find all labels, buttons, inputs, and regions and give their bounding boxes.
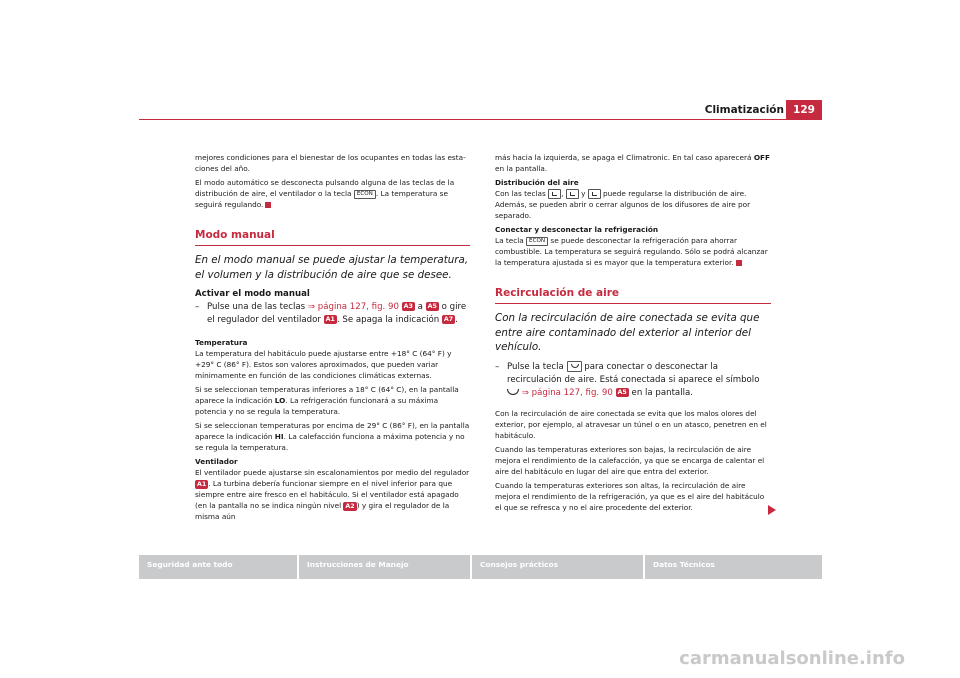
paragraph: La temperatura del habitáculo puede ajustarse entre +18° C (64° F) y +29° C (86° F). Estos son valores aproximados, que pueden variar mínimamente en función de las condiciones climáticas externas. [195, 349, 452, 380]
air-footwell-key-icon [588, 189, 601, 199]
section-lead: En el modo manual se puede ajustar la temperatura, el volumen y la distribución de aire que se desee. [195, 254, 469, 281]
air-upper-body-key-icon [566, 189, 579, 199]
paragraph: Cuando la temperaturas exteriores son altas, la recirculación de aire mejora el rendimiento de la refrigeración, ya que es el aire del habitáculo el que se refresca y no el aire procedente del exterior. [495, 480, 765, 512]
control-number-badge: A1 [325, 316, 335, 323]
subheading-refrigeracion: Conectar y desconectar la refrigeración [495, 225, 659, 234]
text: Pulse una de las teclas [207, 302, 308, 312]
text: puede regularse la distribución de aire. Además, se pueden abrir o cerrar algunos de los difusores de aire por separado. [495, 189, 751, 220]
control-number-badge: A5 [617, 388, 627, 396]
section-title-recirculacion: Recirculación de aire [495, 288, 771, 304]
text: y [578, 189, 588, 198]
recirculation-key-icon [567, 361, 582, 372]
paragraph: Con la recirculación de aire conectada se evita que los malos olores del exterior, por ejemplo, al atravesar un túnel o en un atasco, penetren en el habitáculo. [495, 408, 767, 440]
text: . La turbina debería funcionar siempre en el nivel inferior para que siempre entre aire fresco en el habitáculo. Si el ventilador está apagado (en la pantalla no se indica ningún nivel [195, 479, 459, 510]
footer-tab-instrucciones[interactable]: Instrucciones de Manejo [299, 555, 470, 579]
text: . La calefacción funciona a máxima potencia y no se regula la temperatura. [195, 432, 465, 452]
text: . Se apaga la indicación [336, 315, 442, 325]
text: en la pantalla. [495, 164, 548, 173]
paragraph [195, 177, 470, 210]
control-number-badge: A3 [403, 303, 413, 310]
display-indicator: HI [274, 432, 284, 441]
step-item [195, 301, 470, 327]
text: Si se seleccionan temperaturas por encima de 29° C (86° F), en la pantalla aparece la indicación [195, 421, 470, 441]
right-column [495, 152, 771, 516]
dash-bullet: – [495, 361, 500, 372]
text: ) y gira el regulador de la misma aún [195, 501, 450, 521]
watermark: carmanualsonline.info [679, 648, 905, 669]
next-page-arrow-icon[interactable] [768, 505, 776, 515]
text: más hacia la izquierda, se apaga el Climatronic. En tal caso aparecerá [495, 153, 754, 162]
footer-nav [139, 555, 822, 579]
text: . [455, 315, 458, 325]
control-number-badge: A7 [443, 316, 454, 323]
control-number-badge: A2 [345, 502, 355, 510]
econ-key-icon: ECON [354, 190, 376, 199]
page-reference-link[interactable]: ⇒ página 127, fig. 90 [307, 302, 399, 312]
econ-key-icon: ECON [526, 237, 548, 246]
step-item [495, 361, 771, 400]
text: . La refrigeración funcionará a su máxima potencia y no se regula la temperatura. [195, 396, 439, 416]
text: La tecla [495, 236, 527, 245]
footer-tab-consejos[interactable]: Consejos prácticos [472, 555, 643, 579]
page-number: 129 [786, 100, 822, 120]
air-windshield-key-icon [548, 189, 561, 199]
paragraph [495, 235, 771, 268]
footer-tab-seguridad[interactable]: Seguridad ante todo [139, 555, 297, 579]
subheading-temperatura: Temperatura [195, 338, 248, 347]
text: se puede desconectar la refrigeración para ahorrar combustible. La temperatura se seguirá regulando. Sólo se podrá alcanzar la temperatura ajustada si es mayor que la temperatura exterior. [495, 236, 768, 267]
control-number-badge: A1 [197, 480, 207, 488]
text: , [561, 189, 566, 198]
subheading-activar: Activar el modo manual [195, 289, 310, 299]
paragraph [195, 467, 470, 522]
left-column [195, 152, 470, 525]
text: a [414, 302, 426, 312]
paragraph: mejores condiciones para el bienestar de los ocupantes en todas las estaciones del año. [195, 153, 466, 173]
display-indicator: LO [274, 396, 286, 405]
control-number-badge: A5 [427, 303, 437, 310]
page-reference-link[interactable]: ⇒ página 127, fig. 90 [521, 387, 613, 398]
text: . La temperatura se seguirá regulando. [195, 189, 448, 209]
paragraph [195, 384, 470, 417]
text: o gire el regulador del ventilador [207, 302, 467, 325]
text: El ventilador puede ajustarse sin escalonamientos por medio del regulador [195, 468, 470, 477]
end-marker-icon [736, 260, 742, 266]
paragraph [495, 152, 771, 174]
footer-tab-datos[interactable]: Datos Técnicos [645, 555, 822, 579]
paragraph: Cuando las temperaturas exteriores son bajas, la recirculación de aire mejora el rendimiento de la calefacción, ya que se encarga de calentar el aire del habitáculo en lugar del aire que entra del exterior. [495, 444, 765, 476]
header-rule [139, 119, 822, 120]
display-indicator: OFF [753, 153, 771, 162]
header-title: Climatización [704, 104, 784, 116]
subheading-distribucion: Distribución del aire [495, 178, 579, 187]
end-marker-icon [265, 202, 271, 208]
recirculation-symbol-icon [507, 389, 519, 395]
text: Con las teclas [495, 189, 549, 198]
subheading-ventilador: Ventilador [195, 457, 238, 466]
dash-bullet: – [195, 302, 200, 312]
section-lead: Con la recirculación de aire conectada se evita que entre aire contaminado del exterior al interior del vehículo. [495, 312, 760, 353]
text: El modo automático se desconecta pulsando alguna de las teclas de la distribución de aire, el ventilador o la tecla [195, 178, 455, 198]
paragraph [195, 420, 470, 453]
paragraph [495, 188, 771, 221]
text: Si se seleccionan temperaturas inferiores a 18° C (64° C), en la pantalla aparece la indicación [195, 385, 459, 405]
section-title-modo-manual: Modo manual [195, 230, 470, 246]
text: en la pantalla. [628, 387, 693, 398]
text: para conectar o desconectar la recirculación de aire. Está conectada si aparece el símbolo [507, 361, 760, 385]
text: Pulse la tecla [507, 361, 567, 372]
